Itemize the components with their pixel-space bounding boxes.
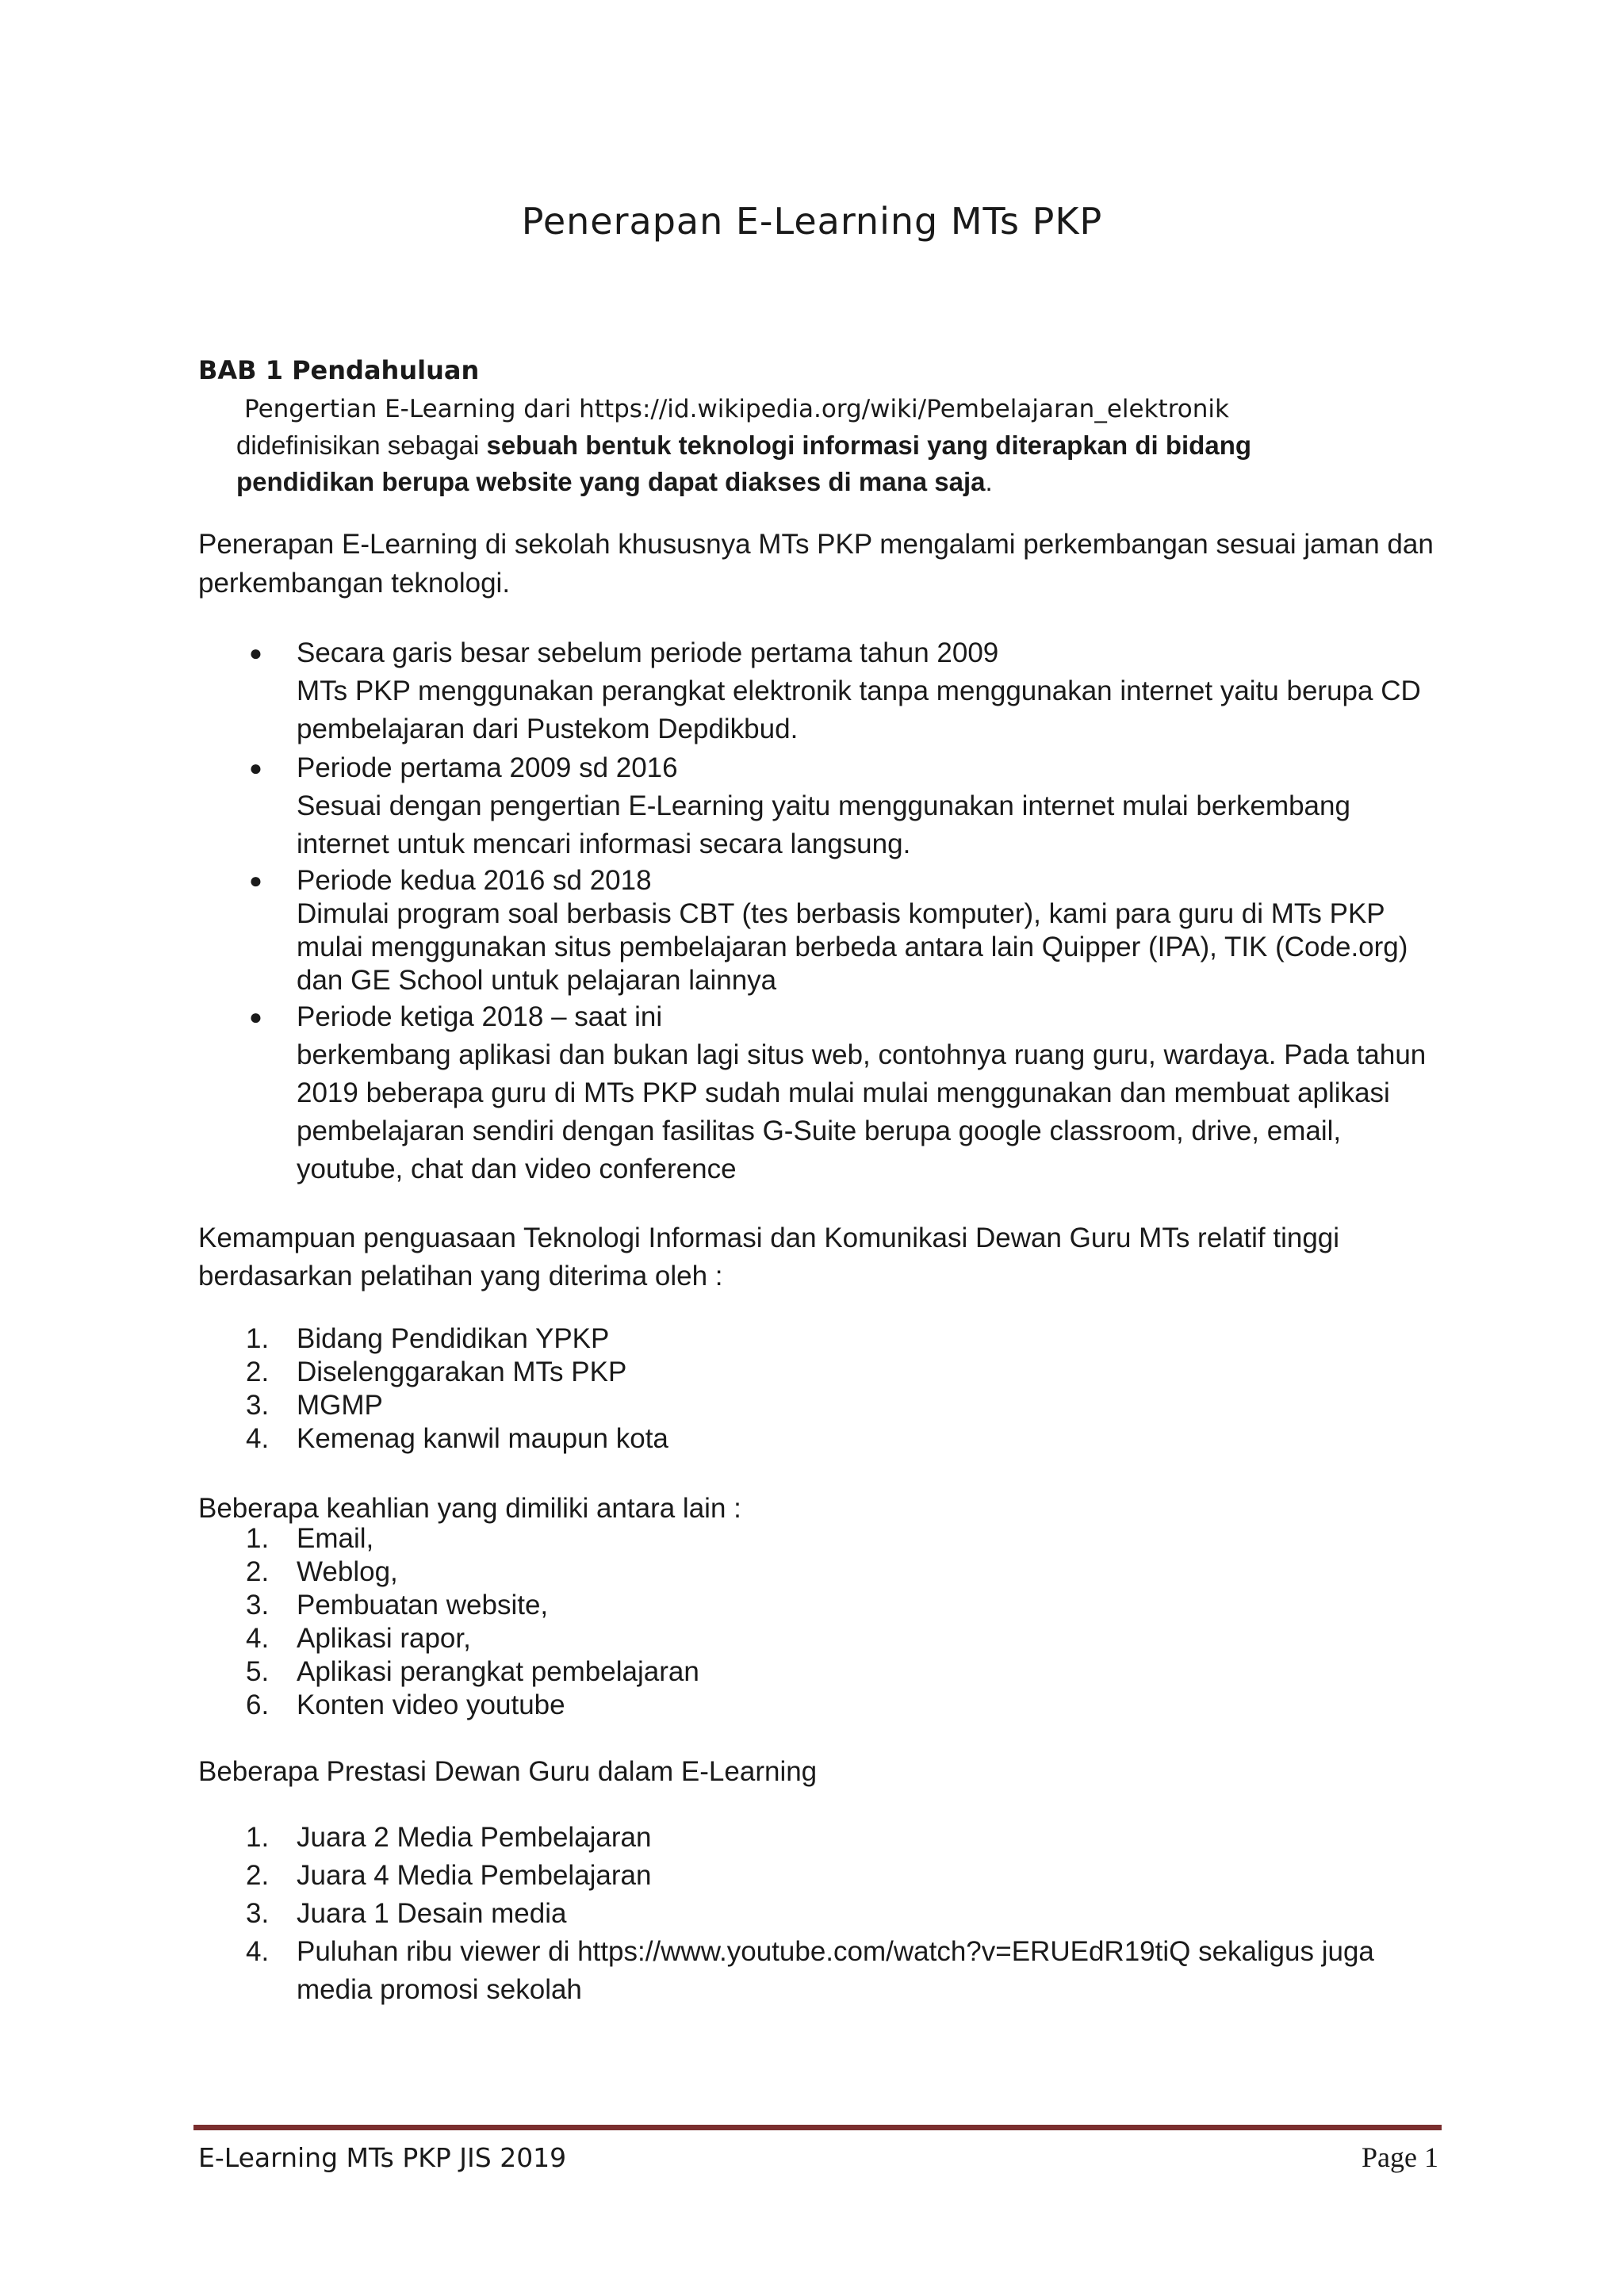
training-sources-list: [198, 1322, 1435, 1456]
period-item: [198, 998, 1435, 1188]
page-number: Page 1: [1362, 2141, 1438, 2173]
chapter-heading: BAB 1 Pendahuluan: [198, 355, 480, 385]
list-item: 2. Diselenggarakan MTs PKP: [246, 1357, 627, 1387]
list-item: 2. Juara 4 Media Pembelajaran: [246, 1860, 652, 1891]
period-item: [198, 634, 1435, 748]
bullet-icon: ●: [249, 756, 262, 780]
period-heading: Periode kedua 2016 sd 2018: [297, 865, 652, 896]
list-item: 4. Kemenag kanwil maupun kota: [246, 1423, 668, 1454]
list-item: 3. MGMP: [246, 1390, 383, 1421]
definition-bold-1: sebuah bentuk teknologi informasi yang diterapkan di bidang: [486, 430, 1252, 460]
period-body: berkembang aplikasi dan bukan lagi situs web, contohnya ruang guru, wardaya. Pada tahun 2019 beberapa guru di MTs PKP sudah mulai mulai menggunakan dan membuat aplikasi pembelajaran sendiri dengan fasilitas G-Suite berupa google classroom, drive, email, youtube, chat dan video conference: [297, 1039, 1427, 1184]
period-item: [198, 864, 1435, 997]
period-heading: Periode pertama 2009 sd 2016: [297, 752, 678, 783]
period-body: MTs PKP menggunakan perangkat elektronik tanpa menggunakan internet yaitu berupa CD pembelajaran dari Pustekom Depdikbud.: [297, 675, 1421, 744]
footer-label: E-Learning MTs PKP JIS 2019: [198, 2142, 567, 2173]
list-item: 1. Email,: [246, 1523, 374, 1554]
list-item: 2. Weblog,: [246, 1556, 398, 1587]
document-title: Penerapan E-Learning MTs PKP: [521, 200, 1103, 243]
footer-divider: [193, 2125, 1442, 2130]
period-item: [198, 749, 1435, 863]
definition-prefix: didefinisikan sebagai: [236, 430, 487, 460]
bullet-icon: ●: [249, 641, 262, 665]
definition-bold-2: pendidikan berupa website yang dapat diakses di mana saja: [236, 467, 986, 496]
achievements-intro: Beberapa Prestasi Dewan Guru dalam E-Learning: [198, 1756, 818, 1787]
list-item: 4. Puluhan ribu viewer di https://www.youtube.com/watch?v=ERUEdR19tiQ sekaligus juga media promosi sekolah: [246, 1936, 1374, 2005]
period-heading: Secara garis besar sebelum periode pertama tahun 2009: [297, 637, 999, 668]
skills-intro: Beberapa keahlian yang dimiliki antara lain :: [198, 1493, 741, 1524]
skills-list: [198, 1522, 1435, 1722]
intro-paragraph: Penerapan E-Learning di sekolah khususnya MTs PKP mengalami perkembangan sesuai jaman dan perkembangan teknologi.: [198, 529, 1434, 599]
capability-paragraph: Kemampuan penguasaan Teknologi Informasi dan Komunikasi Dewan Guru MTs relatif tinggi berdasarkan pelatihan yang diterima oleh :: [198, 1223, 1340, 1292]
period-heading: Periode ketiga 2018 – saat ini: [297, 1001, 663, 1032]
definition-block: [236, 391, 1251, 500]
list-item: 4. Aplikasi rapor,: [246, 1623, 471, 1654]
definition-suffix: .: [985, 467, 993, 496]
period-body: Dimulai program soal berbasis CBT (tes berbasis komputer), kami para guru di MTs PKP mulai menggunakan situs pembelajaran berbeda antara lain Quipper (IPA), TIK (Code.org) dan GE School untuk pelajaran lainnya: [297, 898, 1408, 996]
period-body: Sesuai dengan pengertian E-Learning yaitu menggunakan internet mulai berkembang internet untuk mencari informasi secara langsung.: [297, 790, 1350, 859]
definition-line-3: [236, 464, 1251, 500]
list-item: 1. Bidang Pendidikan YPKP: [246, 1323, 610, 1354]
definition-line-2: [236, 427, 1251, 464]
list-item: 5. Aplikasi perangkat pembelajaran: [246, 1656, 699, 1687]
definition-source-line: Pengertian E-Learning dari https://id.wikipedia.org/wiki/Pembelajaran_elektronik: [244, 395, 1229, 423]
list-item: 1. Juara 2 Media Pembelajaran: [246, 1822, 652, 1853]
achievements-list: [198, 1819, 1435, 2009]
bullet-icon: ●: [249, 1004, 262, 1029]
list-item: 3. Juara 1 Desain media: [246, 1898, 567, 1929]
periods-list: [198, 634, 1435, 1189]
list-item: 6. Konten video youtube: [246, 1689, 565, 1720]
list-item: 3. Pembuatan website,: [246, 1590, 549, 1621]
bullet-icon: ●: [249, 868, 262, 893]
